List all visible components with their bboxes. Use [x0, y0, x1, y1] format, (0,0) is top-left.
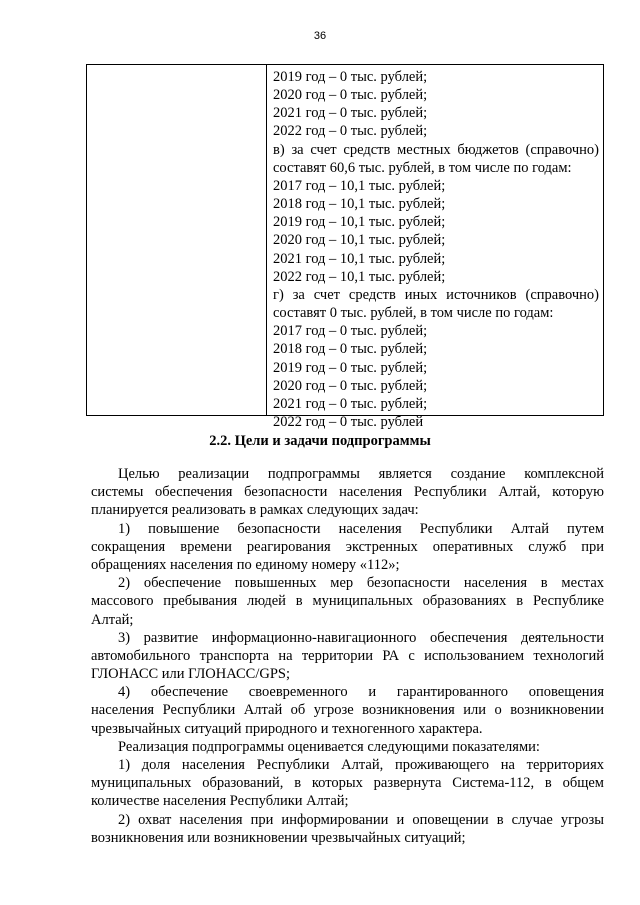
paragraph-line: ГЛОНАСС или ГЛОНАСС/GPS; [91, 666, 290, 683]
paragraph-line: 2) охват населения при информировании и оповещении в случае угрозы [118, 811, 604, 828]
table-line: 2020 год – 0 тыс. рублей; [273, 87, 428, 104]
paragraph-line: 4) обеспечение своевременного и гарантированного оповещения [118, 684, 604, 701]
table-line: 2018 год – 10,1 тыс. рублей; [273, 196, 446, 213]
page-number: 36 [313, 30, 327, 42]
paragraph-line: 2) обеспечение повышенных мер безопасности населения в местах [118, 575, 604, 592]
section-heading: 2.2. Цели и задачи подпрограммы [209, 433, 431, 449]
paragraph-line: планируется реализовать в рамках следующих задач: [91, 502, 419, 519]
table-line: 2018 год – 0 тыс. рублей; [273, 341, 428, 358]
table-line: 2021 год – 0 тыс. рублей; [273, 395, 428, 412]
paragraph-line: населения Республики Алтай об угрозе возникновения или о возникновении [91, 702, 604, 719]
body-text [91, 465, 604, 847]
funding-table [86, 64, 604, 430]
table-line: 2019 год – 10,1 тыс. рублей; [273, 214, 446, 231]
table-line: 2017 год – 10,1 тыс. рублей; [273, 177, 446, 194]
paragraph-line: возникновения или возникновении чрезвычайных ситуаций; [91, 829, 466, 846]
paragraph-line: Реализация подпрограммы оценивается следующими показателями: [118, 738, 540, 755]
table-line: 2022 год – 10,1 тыс. рублей; [273, 268, 446, 285]
table-line: составят 0 тыс. рублей, в том числе по годам: [273, 305, 554, 322]
paragraph-line: обращениях населения по единому номеру «112»; [91, 556, 400, 573]
paragraph-line: сокращения времени реагирования экстренных оперативных служб при [91, 538, 604, 555]
paragraph-line: 1) доля населения Республики Алтай, проживающего на территориях [118, 757, 604, 773]
table-line: г) за счет средств иных источников (справочно) [273, 286, 599, 303]
paragraph-line: автомобильного транспорта на территории РА с использованием технологий [91, 647, 604, 664]
paragraph-line: 1) повышение безопасности населения Республики Алтай путем [118, 520, 604, 537]
paragraph-line: Алтай; [91, 611, 134, 628]
table-line: 2021 год – 10,1 тыс. рублей; [273, 250, 446, 267]
paragraph-line: чрезвычайных ситуаций природного и техногенного характера. [91, 720, 483, 737]
table-line: 2021 год – 0 тыс. рублей; [273, 105, 428, 122]
table-line: 2019 год – 0 тыс. рублей; [273, 359, 428, 376]
table-line: составят 60,6 тыс. рублей, в том числе по годам: [273, 159, 572, 176]
table-left-cell [87, 65, 267, 415]
paragraph-line: массового пребывания людей в муниципальных образованиях в Республике [91, 593, 604, 610]
paragraph-line: 3) развитие информационно-навигационного обеспечения деятельности [118, 629, 604, 646]
table-line: 2017 год – 0 тыс. рублей; [273, 323, 428, 340]
table-line: 2020 год – 0 тыс. рублей; [273, 377, 428, 394]
table-line: 2022 год – 0 тыс. рублей; [273, 123, 428, 140]
paragraph-line: муниципальных образований, в которых развернута Система-112, в общем [91, 775, 604, 792]
table-line: 2019 год – 0 тыс. рублей; [273, 69, 428, 85]
table-line: 2022 год – 0 тыс. рублей [273, 413, 424, 430]
paragraph-line: Целью реализации подпрограммы является создание комплексной [118, 466, 604, 482]
table-line: в) за счет средств местных бюджетов (справочно) [273, 141, 599, 158]
table-line: 2020 год – 10,1 тыс. рублей; [273, 232, 446, 249]
paragraph-line: системы обеспечения безопасности населения Республики Алтай, которую [91, 484, 604, 501]
table-right-cell [267, 65, 603, 430]
paragraph-line: количестве населения Республики Алтай; [91, 793, 349, 810]
